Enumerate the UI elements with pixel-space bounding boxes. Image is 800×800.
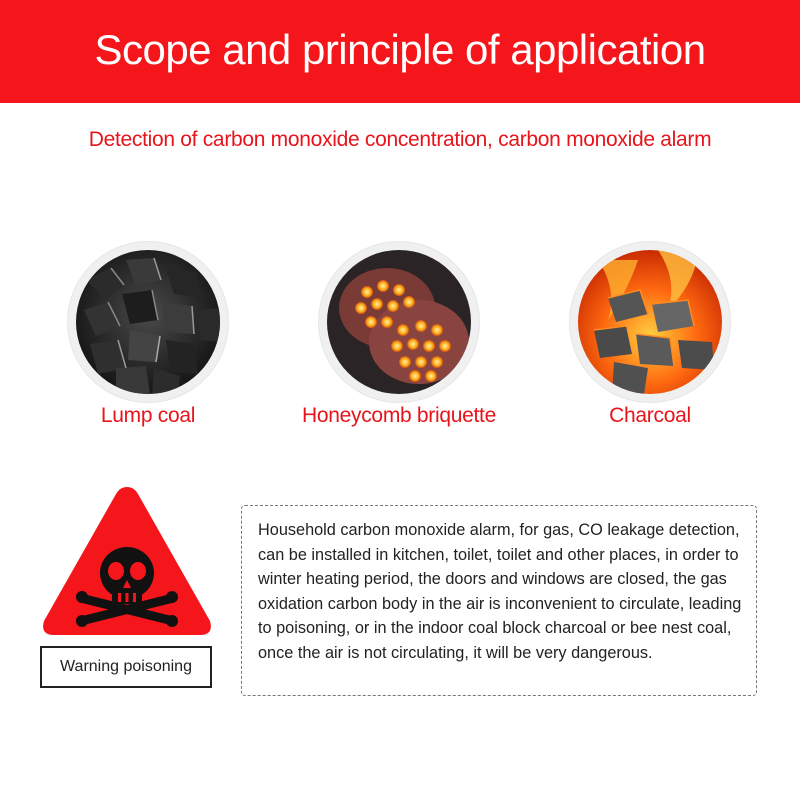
warning-label: Warning poisoning bbox=[40, 646, 212, 688]
fuel-label: Honeycomb briquette bbox=[302, 404, 496, 427]
page-title: Scope and principle of application bbox=[94, 26, 706, 73]
fuel-label: Lump coal bbox=[100, 404, 196, 427]
description-box: Household carbon monoxide alarm, for gas, CO leakage detection, can be installed in kitchen, toilet, toilet and other places, in order to winter heating period, the doors and windows are closed, the gas oxidation carbon body in the air is inconvenient to circulate, leading to poisoning, or in the indoor coal block charcoal or bee nest coal, once the air is not circulating, it will be very dangerous. bbox=[241, 505, 757, 696]
charcoal-image bbox=[570, 242, 730, 402]
honeycomb-briquette-image bbox=[319, 242, 479, 402]
lump-coal-image bbox=[68, 242, 228, 402]
subtitle: Detection of carbon monoxide concentration, carbon monoxide alarm bbox=[88, 128, 712, 151]
skull-crossbones-warning-icon bbox=[38, 483, 216, 641]
fuel-label: Charcoal bbox=[609, 404, 691, 427]
